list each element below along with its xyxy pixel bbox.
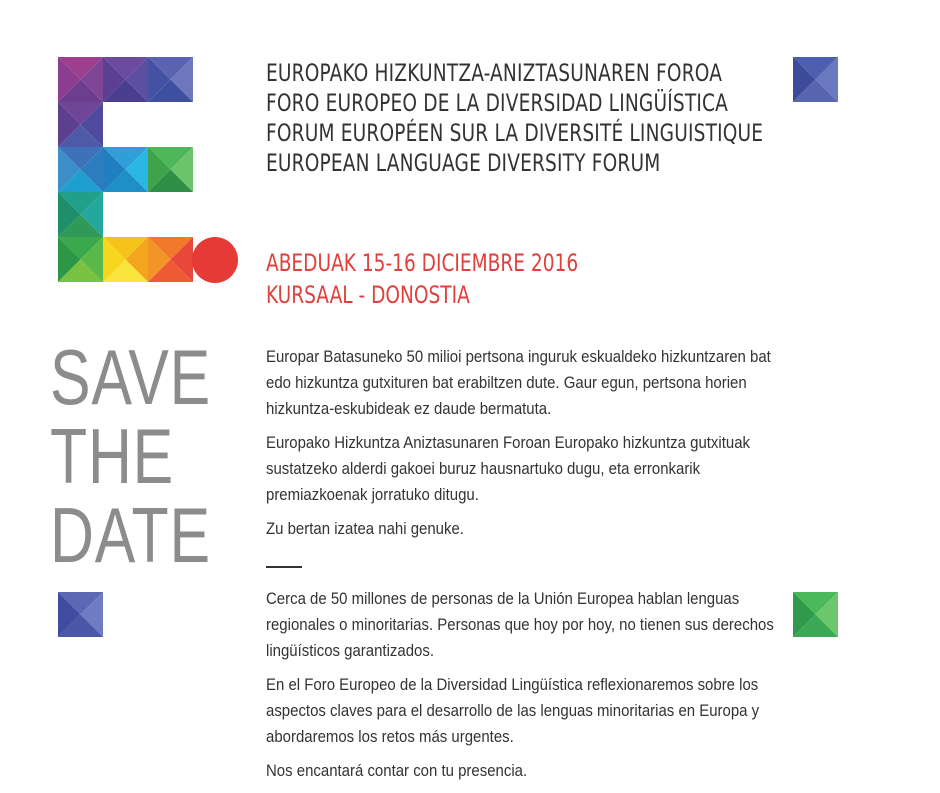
the-word: THE <box>50 412 175 500</box>
event-date-venue <box>266 247 629 311</box>
title-spanish: FORO EUROPEO DE LA DIVERSIDAD LINGÜÍSTICA <box>266 89 729 117</box>
event-venue: KURSAAL - DONOSTIA <box>266 281 470 309</box>
section-divider <box>266 566 302 568</box>
logo-e-left-column <box>58 102 103 237</box>
basque-paragraph-1: Europar Batasuneko 50 milioi pertsona inguruk eskualdeko hizkuntzaren bat edo hizkuntza gutxituren bat erabiltzen dute. Gaur egun, pertsona horien hizkuntza-eskubideak ez daude bermatuta. <box>266 347 771 418</box>
basque-paragraph-3: Zu bertan izatea nahi genuke. <box>266 519 464 538</box>
date-word: DATE <box>50 491 211 579</box>
forum-titles <box>266 58 786 178</box>
spanish-text <box>266 586 786 792</box>
logo-e-top-row <box>58 57 193 102</box>
spanish-paragraph-3: Nos encantará contar con tu presencia. <box>266 761 528 780</box>
title-french: FORUM EUROPÉEN SUR LA DIVERSITÉ LINGUISTIQUE <box>266 119 764 147</box>
basque-paragraph-2: Europako Hizkuntza Aniztasunaren Foroan Europako hizkuntza gutxituak sustatzeko alderdi gakoei buruz hausnartuko dugu, eta erronkarik premiazkoenak jorratuko ditugu. <box>266 433 750 504</box>
basque-text <box>266 344 786 550</box>
save-the-date <box>50 333 211 579</box>
decor-square-bottom-left <box>58 592 103 637</box>
event-date: ABEDUAK 15-16 DICIEMBRE 2016 <box>266 249 579 277</box>
title-basque: EUROPAKO HIZKUNTZA-ANIZTASUNAREN FOROA <box>266 59 723 87</box>
title-english: EUROPEAN LANGUAGE DIVERSITY FORUM <box>266 149 661 177</box>
logo-e-middle-bar <box>103 147 193 192</box>
spanish-paragraph-2: En el Foro Europeo de la Diversidad Lingüística reflexionaremos sobre los aspectos claves para el desarrollo de las lenguas minoritarias en Europa y abordaremos los retos más urgentes. <box>266 675 760 746</box>
save-word: SAVE <box>50 333 211 421</box>
logo-e-bottom-row <box>58 237 193 282</box>
decor-square-mid-right <box>793 592 838 637</box>
decor-square-top-right <box>793 57 838 102</box>
logo-red-dot <box>192 237 238 283</box>
spanish-paragraph-1: Cerca de 50 millones de personas de la Unión Europea hablan lenguas regionales o minoritarias. Personas que hoy por hoy, no tienen sus derechos lingüísticos garantizados. <box>266 589 774 660</box>
